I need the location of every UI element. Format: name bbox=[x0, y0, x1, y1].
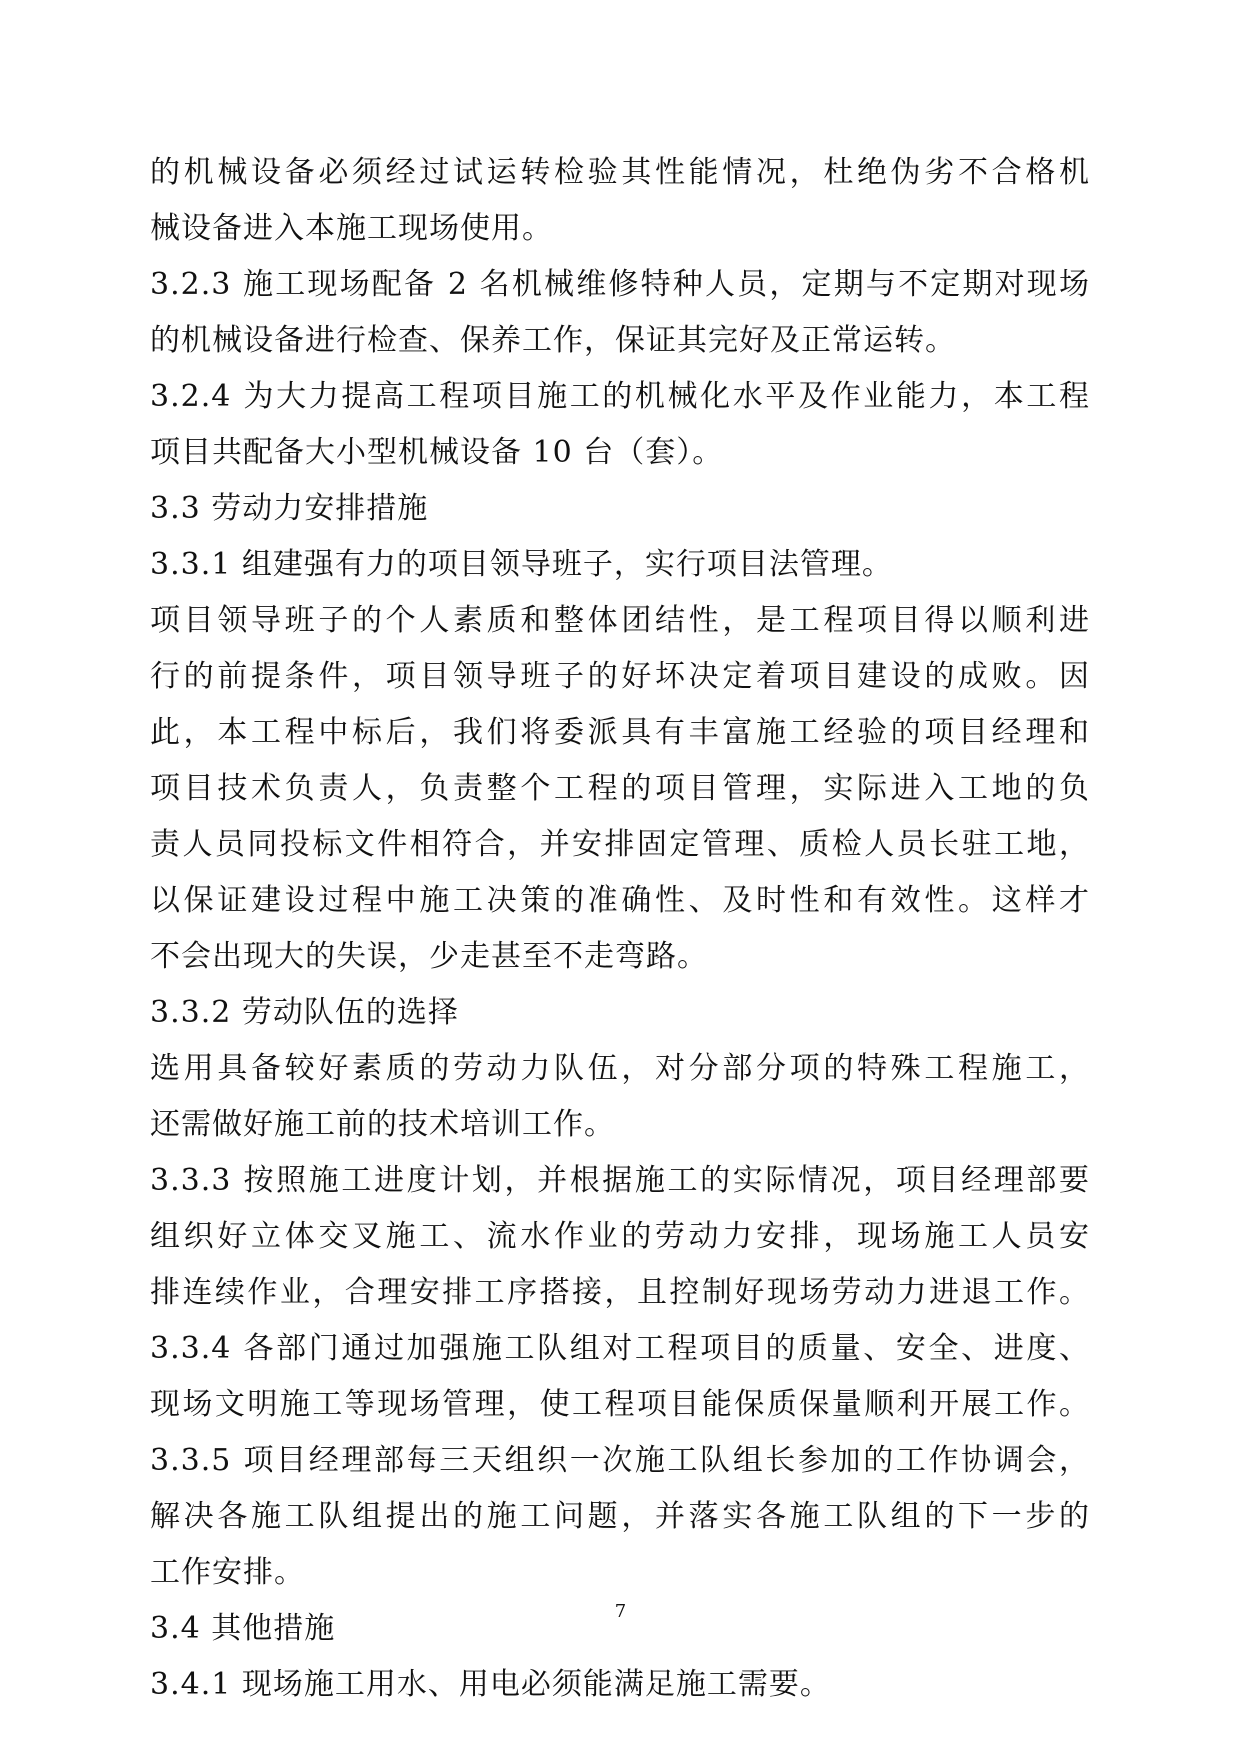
text-line: 3.2.3 施工现场配备 2 名机械维修特种人员，定期与不定期对现场 bbox=[150, 267, 1090, 302]
text-line: 此，本工程中标后，我们将委派具有丰富施工经验的项目经理和 bbox=[150, 715, 1090, 750]
text-line: 责人员同投标文件相符合，并安排固定管理、质检人员长驻工地， bbox=[150, 827, 1090, 862]
text-line: 的机械设备必须经过试运转检验其性能情况，杜绝伪劣不合格机 bbox=[150, 155, 1090, 190]
section-heading: 3.4 其他措施 bbox=[150, 1611, 336, 1646]
page-number: 7 bbox=[614, 1601, 627, 1622]
text-line: 组织好立体交叉施工、流水作业的劳动力安排，现场施工人员安 bbox=[150, 1219, 1090, 1254]
text-line: 以保证建设过程中施工决策的准确性、及时性和有效性。这样才 bbox=[150, 883, 1090, 918]
text-line: 3.2.4 为大力提高工程项目施工的机械化水平及作业能力，本工程 bbox=[150, 379, 1090, 414]
text-line: 不会出现大的失误，少走甚至不走弯路。 bbox=[150, 939, 708, 974]
text-line: 项目共配备大小型机械设备 10 台（套）。 bbox=[150, 435, 724, 470]
text-line: 械设备进入本施工现场使用。 bbox=[150, 211, 553, 246]
body-text bbox=[150, 145, 1090, 1713]
section-heading: 3.3 劳动力安排措施 bbox=[150, 491, 429, 526]
text-line: 现场文明施工等现场管理，使工程项目能保质保量顺利开展工作。 bbox=[150, 1387, 1090, 1422]
text-line: 3.3.4 各部门通过加强施工队组对工程项目的质量、安全、进度、 bbox=[150, 1331, 1090, 1366]
subsection-heading: 3.3.2 劳动队伍的选择 bbox=[150, 995, 459, 1030]
text-line: 解决各施工队组提出的施工问题，并落实各施工队组的下一步的 bbox=[150, 1499, 1090, 1534]
text-line: 3.3.3 按照施工进度计划，并根据施工的实际情况，项目经理部要 bbox=[150, 1163, 1090, 1198]
text-line: 项目技术负责人，负责整个工程的项目管理，实际进入工地的负 bbox=[150, 771, 1090, 806]
text-line: 3.4.1 现场施工用水、用电必须能满足施工需要。 bbox=[150, 1667, 831, 1702]
subsection-heading: 3.3.1 组建强有力的项目领导班子，实行项目法管理。 bbox=[150, 547, 893, 582]
text-line: 选用具备较好素质的劳动力队伍，对分部分项的特殊工程施工， bbox=[150, 1051, 1090, 1086]
text-line: 工作安排。 bbox=[150, 1555, 305, 1590]
text-line: 的机械设备进行检查、保养工作，保证其完好及正常运转。 bbox=[150, 323, 956, 358]
text-line: 项目领导班子的个人素质和整体团结性，是工程项目得以顺利进 bbox=[150, 603, 1090, 638]
text-line: 行的前提条件，项目领导班子的好坏决定着项目建设的成败。因 bbox=[150, 659, 1090, 694]
text-line: 3.3.5 项目经理部每三天组织一次施工队组长参加的工作协调会， bbox=[150, 1443, 1090, 1478]
text-line: 排连续作业，合理安排工序搭接，且控制好现场劳动力进退工作。 bbox=[150, 1275, 1090, 1310]
text-line: 还需做好施工前的技术培训工作。 bbox=[150, 1107, 615, 1142]
